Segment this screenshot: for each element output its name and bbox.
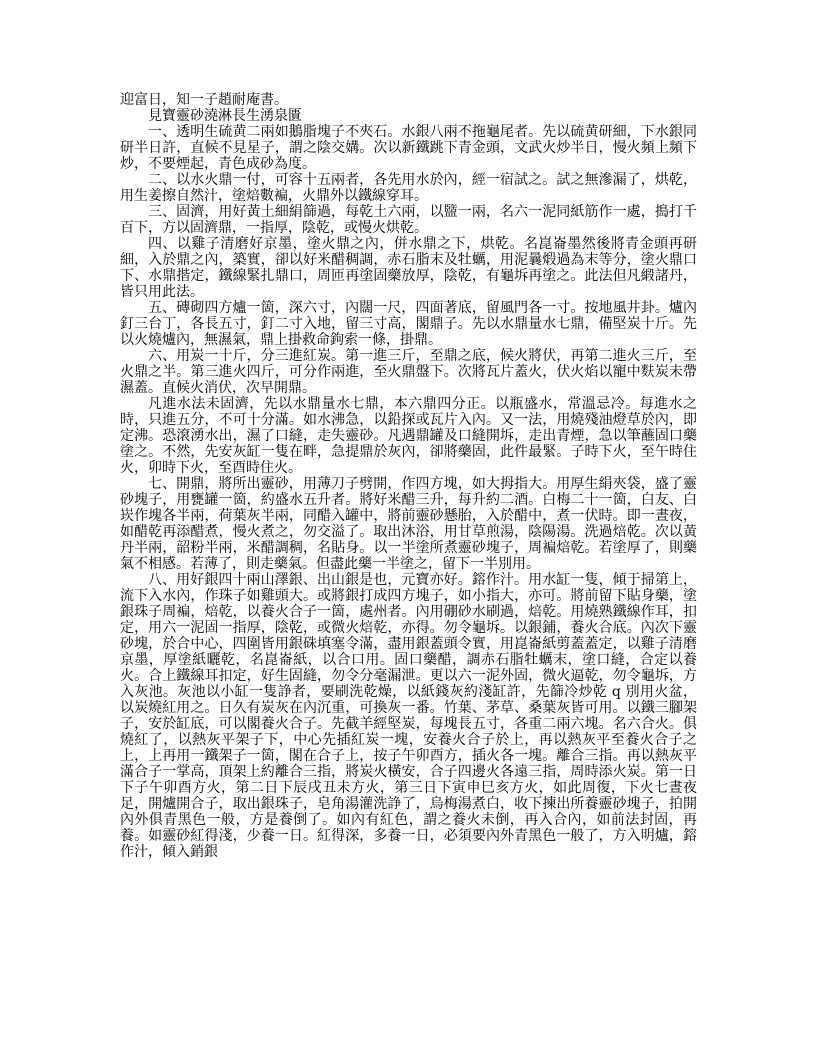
paragraph-item-1: 一、透明生硫黄二兩如鵝脂塊子不夾石。水銀八兩不拖龜尾者。先以硫黄研細，下水銀同研半日許，直候不見星子，謂之陰交媾。次以新鐵跳下青金頭，文武火炒半日，慢火頻上頻下炒，不要煙起，青色成砂為度。	[120, 124, 697, 172]
paragraph-water-method-note: 凡進水法未固濟，先以水鼎量水七鼎，本六鼎四分正。以瓶盛水，常溫忌冷。每進水之時，只進五分，不可十分滿。如水沸急，以鉛探或瓦片入內。又一法，用燒殘油燈草於內，即定沸。恐滾湧水出，濕了口縫，走失靈砂。凡遇鼎罐及口縫開坼，走出青煙，急以筆蘸固口藥塗之。不然，先安灰缸一隻在畔，急提鼎於灰內，卻將藥固，此件最緊。子時下火，至午時住火，卯時下火，至酉時住火。	[120, 396, 697, 476]
document-body	[120, 92, 697, 860]
paragraph-item-6: 六、用炭一十斤，分三進紅炭。第一進三斤，至鼎之底，候火將伏，再第二進火三斤，至火鼎之半。第三進火四斤，可分作兩進，至火鼎盤下。次將瓦片蓋火，伏火焰以寵中麩炭未帶濕蓋。直候火消伏，次早開鼎。	[120, 348, 697, 396]
document-title: 見寶靈砂澆淋長生湧泉匱	[148, 108, 302, 124]
paragraph-item-2: 二、以水火鼎一付，可容十五兩者，各先用水於內，經一宿試之。試之無滲漏了，烘乾，用生姜擦自然汁，塗焙數褊，火鼎外以鐵線穿耳。	[120, 172, 697, 204]
paragraph-item-4: 四、以雞子清磨好京墨，塗火鼎之內，併水鼎之下，烘乾。名崑崙墨然後將青金頭再研細，入於鼎之內，築實，卻以好米醋稠調，赤石脂末及牡蠣，用泥曩煅過為末等分，塗火鼎口下、水鼎揩定，鐵線緊扎鼎口，周匝再塗固藥放厚，陰乾，有龜坼再塗之。此法但凡緞諸丹，皆只用此法。	[120, 236, 697, 300]
paragraph-item-8: 八、用好銀四十兩山澤銀、出山銀是也，元寶亦好。鎔作汁。用水缸一隻，傾于掃第上，流下入水內，作珠子如雞頭大。或將銀打成四方塊子，如小指大，亦可。將前留下貼身藥，塗銀珠子周褊，焙乾，以養火合子一箇，處州者。內用硼砂水刷過，焙乾。用燒熟鐵線作耳，扣定，用六一泥固一指厚，陰乾，或微火焙乾，亦得。勿令龜坼。以銀鋪，養火合底。內次下靈砂塊，於合中心，四圍皆用銀硃填塞令滿，盡用銀蓋頭令實，用崑崙紙剪蓋蓋定，以雞子清磨京墨，厚塗紙曬乾，名崑崙紙，以合口用。固口藥醋，調赤石脂牡蠣末，塗口縫，合定以養火。合上鐵線耳扣定，好生固縫，勿令分毫漏泄。更以六一泥外固，微火逼乾，勿令龜坼，方入灰池。灰池以小缸一隻諍者，要刷洗乾燥，以紙錢灰約淺缸許，先篩冷炒乾 q 別用火盆，以炭燒紅用之。日久有炭灰在內沉重，可換灰一番。竹葉、茅草、桑葉灰皆可用。以鐵三腳架子，安於缸底，可以閣養火合子。先截羊經堅炭，每塊長五寸，各重二兩六塊。名六合火。俱燒紅了，以熱灰平架子下，中心先插紅炭一塊，安養火合子於上，再以熱灰平至養火合子之上，上再用一鐵架子一箇，閣在合子上，按子午卯酉方，插火各一塊。離合三指。再以熱灰平滿合子一掌高，頂架上約離合三指，將炭火橫安，合子四邊火各遠三指，周時添火炭。第一日下子午卯酉方火，第二日下辰戌丑未方火，第三日下寅申巳亥方火，如此周復，下火七晝夜足，開爐開合子，取出銀珠子，皂角湯灌洗諍了，烏梅湯煮白，收下揀出所養靈砂塊子，拍開內外俱青黑色一般，方是養倒了。如內有紅色，謂之養火未倒，再入合內，如前法封固，再養。如靈砂紅得淺，少養一日。紅得深，多養一日，必須要內外青黑色一般了，方入明爐，鎔作汁，傾入銷銀	[120, 572, 697, 860]
paragraph-item-3: 三、固濟，用好黃土細絹篩過，每乾土六兩，以盬一兩，名六一泥同紙筋作一處，搗打千百下，方以固濟鼎，一指厚，陰乾，或慢火烘乾。	[120, 204, 697, 236]
closing-byline: 迎富日，知一子趙耐庵書。	[120, 92, 288, 108]
paragraph-item-7: 七、開鼎，將所出靈砂，用薄刀子劈開，作四方塊，如大拇指大。用厚生絹夾袋，盛了靈砂塊子，用甕罐一箇，約盛水五升者。將好米醋三升，每升約二酒。白梅二十一箇，白友、白崁作塊各半兩，荷葉灰半兩，同醋入罐中，將前靈砂懸胎，入於醋中，煮一伏時。即一晝夜，如醋乾再添醋煮，慢火煮之，勿交溢了。取出沐浴，用甘草煎湯，陰陽湯。洗過焙乾。次以黃丹半兩，韶粉半兩，米醋調稠，名貼身。以一半塗所煮靈砂塊子，周褊焙乾。若塗厚了，則藥氣不相感。若薄了，則走藥氣。但盡此藥一半塗之，留下一半別用。	[120, 476, 697, 572]
paragraph-item-5: 五、磚砌四方爐一箇，深六寸，內闊一尺，四面著底，留風門各一寸。按地風井卦。爐內釘三台丁，各長五寸，釘二寸入地，留三寸高，閣鼎子。先以水鼎量水七鼎，備堅炭十斤。先以火燒爐內，無濕氣，鼎上掛救命鉤索一條，掛鼎。	[120, 300, 697, 348]
